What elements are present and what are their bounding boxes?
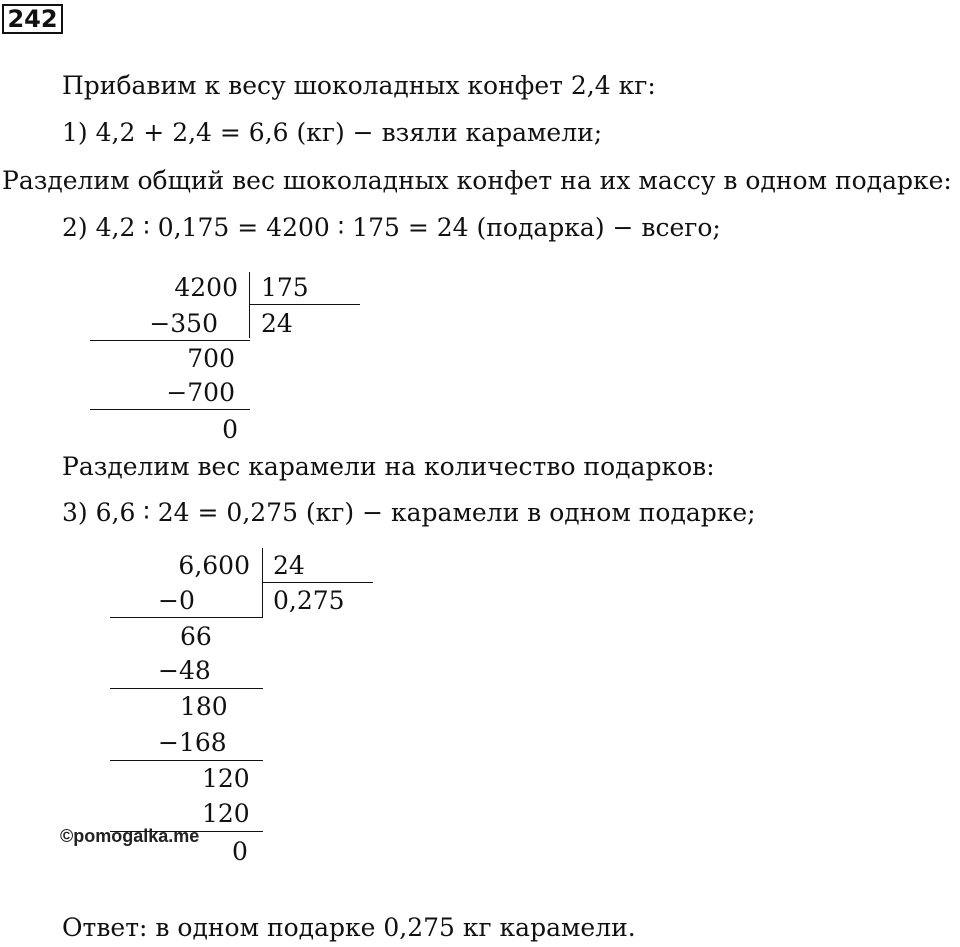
division1-divisor-line: [250, 304, 360, 305]
division2-subtraction-line: [110, 617, 263, 618]
division2-dividend: 6,600: [178, 551, 250, 580]
division2-row: 0: [232, 837, 248, 866]
division2-subtraction-line: [110, 760, 263, 761]
divide-intro-line: Разделим общий вес шоколадных конфет на их массу в одном подарке:: [2, 166, 952, 195]
task-number-badge: 242: [2, 4, 63, 34]
division2-row: 180: [180, 692, 228, 721]
division2-vertical-bar: [262, 548, 263, 618]
division1-quotient: 24: [261, 309, 293, 338]
division2-row: −0: [158, 586, 195, 615]
division2-row: 120: [202, 799, 250, 828]
answer-line: Ответ: в одном подарке 0,275 кг карамели.: [62, 913, 636, 942]
division2-subtraction-line: [110, 688, 263, 689]
division2-row: −48: [158, 656, 211, 685]
division1-subtraction-line: [90, 340, 250, 341]
step1-line: 1) 4,2 + 2,4 = 6,6 (кг) − взяли карамели;: [62, 118, 603, 147]
division1-row: −350: [149, 309, 218, 338]
step3-line: 3) 6,6 ∶ 24 = 0,275 (кг) − карамели в одном подарке;: [62, 498, 756, 527]
division2-quotient: 0,275: [273, 586, 345, 615]
division1-dividend: 4200: [174, 273, 238, 302]
division1-row: 0: [222, 415, 238, 444]
divide-intro2-line: Разделим вес карамели на количество подарков:: [62, 452, 715, 481]
division1-divisor: 175: [261, 273, 309, 302]
division1-row: −700: [166, 378, 235, 407]
division2-row: 66: [180, 622, 212, 651]
division2-row: 120: [202, 764, 250, 793]
watermark: ©pomogalka.me: [60, 826, 200, 846]
division1-subtraction-line: [90, 409, 250, 410]
division2-divisor: 24: [273, 551, 305, 580]
division2-row: −168: [158, 728, 227, 757]
division1-vertical-bar: [249, 272, 250, 338]
step2-line: 2) 4,2 ∶ 0,175 = 4200 ∶ 175 = 24 (подарка) − всего;: [62, 213, 721, 242]
intro-line: Прибавим к весу шоколадных конфет 2,4 кг:: [62, 71, 656, 100]
division1-row: 700: [187, 344, 235, 373]
division2-divisor-line: [263, 582, 373, 583]
